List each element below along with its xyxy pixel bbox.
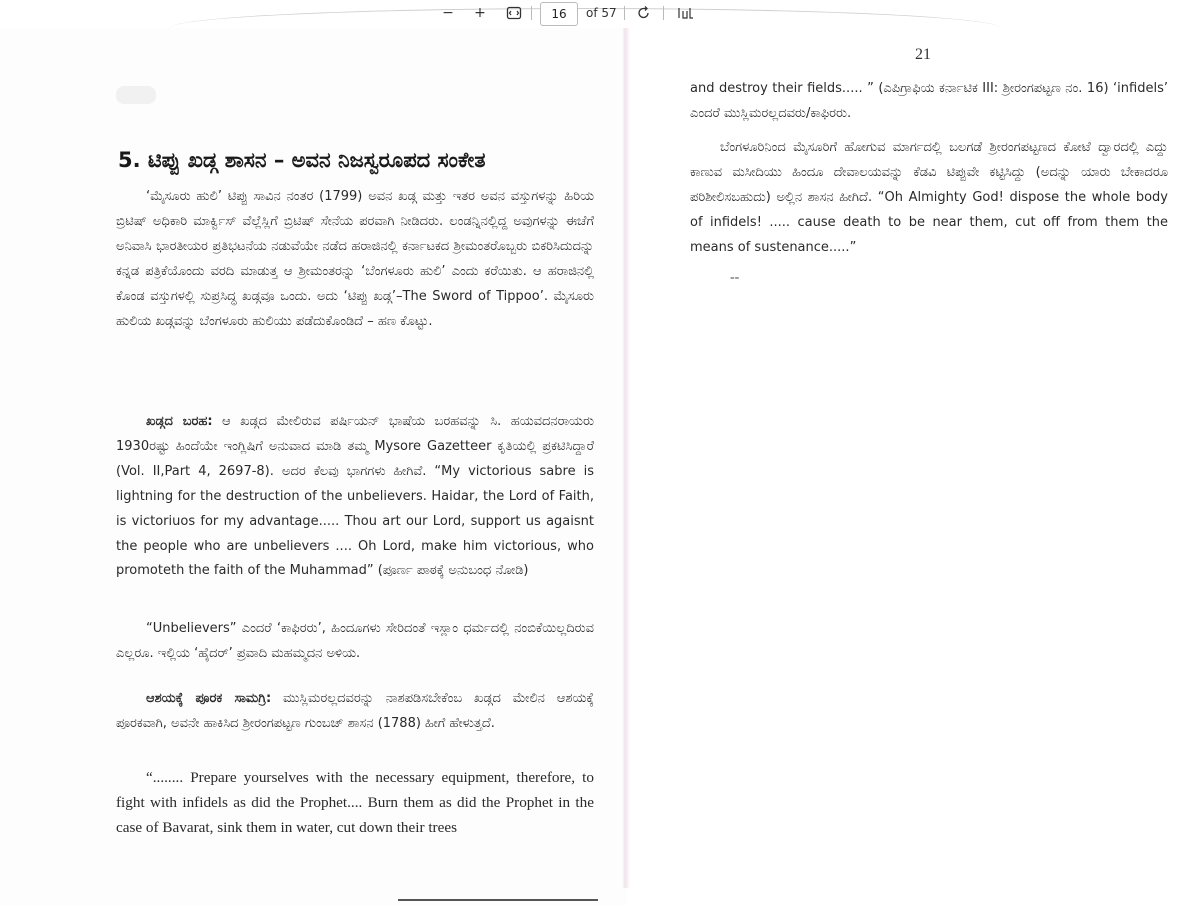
paragraph-text <box>116 687 594 737</box>
toolbar-separator <box>663 6 664 20</box>
paragraph <box>116 185 594 334</box>
rotate-button[interactable] <box>633 3 655 23</box>
paragraph-text: and destroy their fields..... ” (ಎಪಿಗ್ರಾಫಿಯ ಕರ್ನಾಟಿಕ III: ಶ್ರೀರಂಗಪಟ್ಟಣ ನಂ. 16) ‘infidels’ ಎಂದರೆ ಮುಸ್ಲಿಮರಲ್ಲದವರು/ಕಾಫಿರರು. <box>690 81 1168 121</box>
fit-page-button[interactable] <box>503 3 525 23</box>
paragraph-lead: ಖಡ್ಗದ ಬರಹ: <box>146 414 213 429</box>
scan-smudge <box>116 86 156 104</box>
view-mode-icon <box>677 6 695 20</box>
toolbar-separator <box>531 6 532 20</box>
plus-icon: + <box>474 5 486 21</box>
view-mode-button[interactable] <box>674 3 698 23</box>
toolbar-separator <box>624 6 625 20</box>
rotate-icon <box>636 5 652 21</box>
paragraph <box>116 617 594 667</box>
page-edge-line <box>398 899 598 901</box>
paragraph-text: “Unbelievers” ಎಂದರೆ ‘ಕಾಫಿರರು’, ಹಿಂದೂಗಳು ಸೇರಿದಂತೆ ಇಸ್ಲಾಂ ಧರ್ಮದಲ್ಲಿ ನಂಬಿಕೆಯಿಲ್ಲದಿರುವ ಎಲ್ಲರೂ. ಇಲ್ಲಿಯ ‘ಹೈದರ್’ ಪ್ರವಾದಿ ಮಹಮ್ಮದನ ಅಳಿಯ. <box>116 621 594 661</box>
paragraph <box>116 410 594 584</box>
page-number-input[interactable]: 16 <box>540 2 578 26</box>
paragraph-text: ಬೆಂಗಳೂರಿನಿಂದ ಮೈಸೂರಿಗೆ ಹೋಗುವ ಮಾರ್ಗದಲ್ಲಿ ಬಲಗಡೆ ಶ್ರೀರಂಗಪಟ್ಟಣದ ಕೋಟೆ ದ್ವಾರದಲ್ಲಿ ಎದ್ದು ಕಾಣುವ ಮಸೀದಿಯು ಹಿಂದೂ ದೇವಾಲಯವನ್ನು ಕೆಡವಿ ಟಿಪ್ಪುವೇ ಕಟ್ಟಿಸಿದ್ದು (ಅದನ್ನು ಯಾರು ಬೇಕಾದರೂ ಪರಿಶೀಲಿಸಬಹುದು) ಅಲ್ಲಿನ ಶಾಸನ ಹೀಗಿದೆ. “Oh Almighty God! dispose the whole body of infidels! ..... cause death to be near them, cut off from them the means of sustenance.....” <box>690 140 1168 255</box>
zoom-out-button[interactable] <box>438 3 458 23</box>
paragraph-lead: ಆಶಯಕ್ಕೆ ಪೂರಕ ಸಾಮಗ್ರಿ: <box>146 691 272 706</box>
page-number: 21 <box>915 46 931 63</box>
quote-paragraph <box>116 766 594 841</box>
paragraph-body: ಆ ಖಡ್ಗದ ಮೇಲಿರುವ ಪರ್ಷಿಯನ್ ಭಾಷೆಯ ಬರಹವನ್ನು ಸಿ. ಹಯವದನರಾಯರು 1930ರಷ್ಟು ಹಿಂದೆಯೇ ಇಂಗ್ಲಿಷಿಗೆ ಅನುವಾದ ಮಾಡಿ ತಮ್ಮ Mysore Gazetteer ಕೃತಿಯಲ್ಲಿ ಪ್ರಕಟಿಸಿದ್ದಾರೆ (Vol. II,Part 4, 2697-8). ಅದರ ಕೆಲವು ಭಾಗಗಳು ಹೀಗಿವೆ. “My victorious sabre is lightning for the destruction of the unbelievers. Haidar, the Lord of Faith, is victoriuos for my advantage..... Thou art our Lord, support us agaisnt the people who are unbelievers .... Oh Lord, make him victorious, who promoteth the faith of the Muhammad” (ಪೂರ್ಣ ಪಾಠಕ್ಕೆ ಅನುಬಂಧ ನೋಡಿ) <box>116 414 594 579</box>
chapter-heading: 5. ಟಿಪ್ಪು ಖಡ್ಗ ಶಾಸನ – ಅವನ ನಿಜಸ್ವರೂಪದ ಸಂಕೇತ <box>118 148 486 172</box>
paragraph-body: ಮುಸ್ಲಿಮರಲ್ಲದವರನ್ನು ನಾಶಪಡಿಸಬೇಕೆಂಬ ಖಡ್ಗದ ಮೇಲಿನ ಆಶಯಕ್ಕೆ ಪೂರಕವಾಗಿ, ಅವನೇ ಹಾಕಿಸಿದ ಶ್ರೀರಂಗಪಟ್ಟಣ ಗುಂಬಜ್ ಶಾಸನ (1788) ಹೀಗೆ ಹೇಳುತ್ತದೆ. <box>116 691 594 731</box>
paragraph <box>116 687 594 737</box>
paragraph <box>690 77 1168 127</box>
pdf-toolbar <box>0 0 1200 28</box>
page-total: of 57 <box>586 6 617 20</box>
paragraph-text: ‘ಮೈಸೂರು ಹುಲಿ’ ಟಿಪ್ಪು ಸಾವಿನ ನಂತರ (1799) ಅವನ ಖಡ್ಗ ಮತ್ತು ಇತರ ಅವನ ವಸ್ತುಗಳನ್ನು ಹಿರಿಯ ಬ್ರಿಟಿಷ್ ಅಧಿಕಾರಿ ಮಾರ್ಕ್ವಿಸ್ ವೆಲ್ಲೆಸ್ಲಿಗೆ ಬ್ರಿಟಿಷ್ ಸೇನೆಯ ಪರವಾಗಿ ನೀಡಿದರು. ಲಂಡನ್ನಿನಲ್ಲಿದ್ದ ಅವುಗಳನ್ನು ಈಚೆಗೆ ಅನಿವಾಸಿ ಭಾರತೀಯರ ಪ್ರತಿಭಟನೆಯ ನಡುವೆಯೇ ನಡೆದ ಹರಾಜಿನಲ್ಲಿ ಕರ್ನಾಟಕದ ಶ್ರೀಮಂತರೊಬ್ಬರು ಬಿಕರಿಸಿದುದನ್ನು ಕನ್ನಡ ಪತ್ರಿಕೆಯೊಂದು ವರದಿ ಮಾಡುತ್ತ ಆ ಶ್ರೀಮಂತರನ್ನು ‘ಬೆಂಗಳೂರು ಹುಲಿ’ ಎಂದು ಕರೆಯಿತು. ಆ ಹರಾಜಿನಲ್ಲಿ ಕೊಂಡ ವಸ್ತುಗಳಲ್ಲಿ ಸುಪ್ರಸಿದ್ಧ ಖಡ್ಗವೂ ಒಂದು. ಅದು ‘ಟಿಪ್ಪು ಖಡ್ಗ’–The Sword of Tippoo’. ಮೈಸೂರು ಹುಲಿಯ ಖಡ್ಗವನ್ನು ಬೆಂಗಳೂರು ಹುಲಿಯು ಪಡೆದುಕೊಂಡಿದೆ – ಹಣ ಕೊಟ್ಟು. <box>116 189 594 329</box>
fit-page-icon <box>506 6 522 20</box>
paragraph-text: “........ Prepare yourselves with the necessary equipment, therefore, to fight with infidels as did the Prophet.... Burn them as did the Prophet in the case of Bavarat, sink them in water, cut down their trees <box>116 769 594 836</box>
paragraph-text <box>116 410 594 584</box>
dash-mark: -- <box>730 270 740 285</box>
zoom-in-button[interactable] <box>470 3 490 23</box>
page-gutter <box>622 28 630 888</box>
paragraph <box>690 136 1168 261</box>
minus-icon: − <box>442 5 454 21</box>
